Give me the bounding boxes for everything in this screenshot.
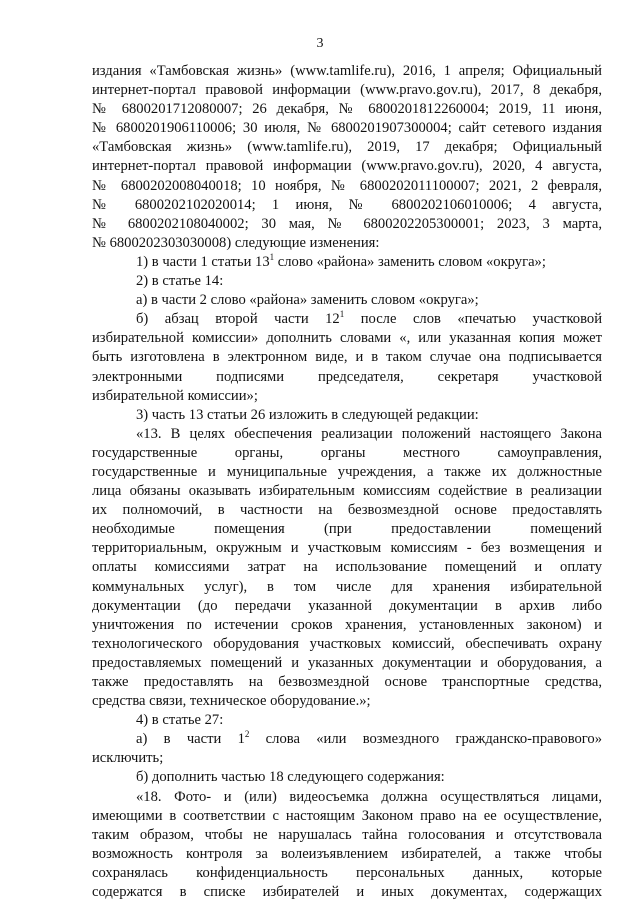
text-line: [92, 482, 602, 501]
line-text: также предоставлять на безвозмездной основе транспортные средства,: [92, 674, 602, 690]
line-text: коммунальных услуг), в том числе для хранения избирательной: [92, 578, 602, 595]
line-text: 1) в части 1 статьи 13: [136, 253, 270, 270]
line-text: избирательной комиссии»;: [92, 387, 258, 404]
line-text: имеющими в соответствии с настоящим Законом право на ее осуществление,: [92, 807, 602, 824]
text-line: [92, 826, 602, 845]
text-line: [92, 616, 602, 635]
line-text: необходимые помещения (при предоставлении помещений: [92, 521, 602, 538]
text-line: [92, 406, 602, 425]
line-text: 2) в статье 14:: [136, 273, 224, 290]
line-text: № 6800201906110006; 30 июля, № 6800201907300004; сайт сетевого издания: [92, 120, 602, 137]
line-text: лица обязаны оказывать избирательным комиссиям содействие в реализации: [92, 483, 602, 500]
text-line: [92, 81, 602, 100]
line-text: интернет-портал правовой информации (www.pravo.gov.ru), 2017, 8 декабря,: [92, 82, 602, 99]
text-line: [92, 654, 602, 673]
line-text: уничтожения по истечении сроков хранения, установленных законом) и: [92, 616, 602, 633]
text-line: [92, 310, 602, 329]
line-text: № 6800202102020014; 1 июня, № 6800202106010006; 4 августа,: [92, 196, 602, 213]
text-line: [92, 635, 602, 654]
line-text: «Тамбовская жизнь» (www.tamlife.ru), 2019, 17 декабря; Официальный: [92, 139, 602, 156]
line-text: слова «или возмездного гражданско-правового»: [249, 731, 602, 748]
text-line: [92, 673, 602, 692]
text-line: [92, 138, 602, 157]
text-line: [92, 100, 602, 119]
line-text: возможность контроля за волеизъявлением избирателей, а также чтобы: [92, 845, 602, 862]
text-line: [92, 272, 602, 291]
text-line: [92, 883, 602, 902]
line-text: интернет-портал правовой информации (www.pravo.gov.ru), 2020, 4 августа,: [92, 158, 602, 175]
text-line: [92, 348, 602, 367]
line-text: а) в части 1: [136, 731, 245, 748]
text-line: [92, 253, 602, 272]
line-text: содержатся в списке избирателей и иных документах, содержащих: [92, 884, 602, 901]
line-text: средства связи, техническое оборудование.»;: [92, 693, 371, 710]
text-line: [92, 558, 602, 577]
line-text: издания «Тамбовская жизнь» (www.tamlife.ru), 2016, 1 апреля; Официальный: [92, 63, 602, 79]
text-line: [92, 425, 602, 444]
text-line: [92, 692, 602, 711]
text-line: [92, 730, 602, 749]
text-line: [92, 215, 602, 234]
text-line: [92, 291, 602, 310]
text-line: [92, 711, 602, 730]
text-line: [92, 196, 602, 215]
line-text: № 6800201712080007; 26 декабря, № 6800201812260004; 2019, 11 июня,: [92, 101, 602, 118]
line-text: 3) часть 13 статьи 26 изложить в следующей редакции:: [136, 406, 479, 423]
line-text: 4) в статье 27:: [136, 712, 224, 729]
page-number: 3: [316, 36, 324, 51]
text-line: [92, 864, 602, 883]
text-line: [92, 62, 602, 81]
line-text: сохранялась конфиденциальность персональных данных, которые: [92, 864, 602, 881]
text-line: [92, 520, 602, 539]
text-line: [92, 119, 602, 138]
text-line: [92, 157, 602, 176]
line-text: их полномочий, в частности на безвозмездной основе предоставлять: [92, 502, 602, 519]
line-text: электронными подписями председателя, секретаря участковой: [92, 368, 602, 385]
line-text: слово «района» заменить словом «округа»;: [274, 253, 546, 270]
line-text: после слов «печатью участковой: [344, 311, 602, 328]
superscript: 1: [269, 251, 275, 262]
text-line: [92, 501, 602, 520]
text-line: [92, 597, 602, 616]
line-text: б) абзац второй части 12: [136, 311, 340, 328]
line-text: № 6800202008040018; 10 ноября, № 6800202011100007; 2021, 2 февраля,: [92, 177, 602, 194]
line-text: избирательной комиссии» дополнить словами «, или указанная копия может: [92, 330, 602, 347]
line-text: таким образом, чтобы не нарушалась тайна голосования и отсутствовала: [92, 826, 602, 843]
line-text: быть изготовлена в электронном виде, и в таком случае она подписывается: [92, 349, 602, 366]
text-line: [92, 578, 602, 597]
text-line: [92, 368, 602, 387]
superscript: 2: [244, 729, 250, 740]
text-line: [92, 177, 602, 196]
text-line: [92, 444, 602, 463]
text-line: [92, 234, 602, 253]
line-text: «18. Фото- и (или) видеосъемка должна осуществляться лицами,: [136, 788, 602, 805]
document-body: [92, 62, 602, 902]
line-text: № 6800202303030008) следующие изменения:: [92, 234, 380, 251]
line-text: технологического оборудования участковых комиссий, обеспечивать охрану: [92, 635, 602, 652]
line-text: предоставляемых помещений и указанных документации и оборудования, а: [92, 654, 602, 671]
text-line: [92, 463, 602, 482]
line-text: исключить;: [92, 750, 164, 767]
text-line: [92, 845, 602, 864]
line-text: № 6800202108040002; 30 мая, № 6800202205300001; 2023, 3 марта,: [92, 215, 602, 232]
line-text: государственные органы, органы местного самоуправления,: [92, 444, 602, 461]
line-text: б) дополнить частью 18 следующего содержания:: [136, 769, 445, 786]
superscript: 1: [339, 309, 345, 320]
text-line: [92, 329, 602, 348]
line-text: оплаты комиссиями затрат на использование помещений и оплату: [92, 559, 602, 576]
text-line: [92, 788, 602, 807]
line-text: документации (до передачи указанной документации в архив либо: [92, 597, 602, 614]
line-text: а) в части 2 слово «района» заменить словом «округа»;: [136, 292, 479, 309]
line-text: территориальным, окружным и участковым комиссиям - без возмещения и: [92, 540, 602, 557]
text-line: [92, 387, 602, 406]
text-line: [92, 539, 602, 558]
line-text: «13. В целях обеспечения реализации положений настоящего Закона: [136, 425, 602, 442]
text-line: [92, 768, 602, 787]
line-text: государственные и муниципальные учреждения, а также их должностные: [92, 463, 602, 480]
text-line: [92, 807, 602, 826]
text-line: [92, 749, 602, 768]
